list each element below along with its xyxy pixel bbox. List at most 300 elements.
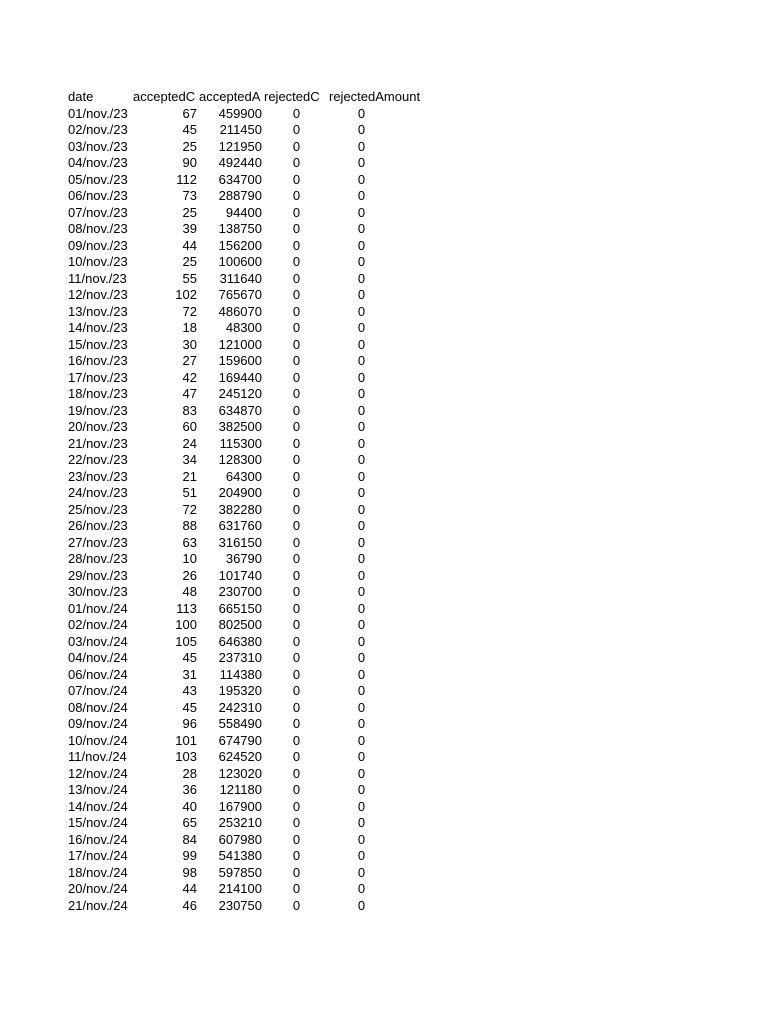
rejected-amount-cell: 0 [357, 617, 366, 632]
date-cell: 27/nov./23 [68, 534, 128, 550]
rejected-count-cell: 0 [292, 501, 301, 517]
accepted-amount-cell: 311640 [219, 270, 262, 286]
rejected-amount-cell: 0 [357, 204, 366, 220]
accepted-amount-cell: 195320 [218, 683, 262, 698]
table-row [66, 832, 439, 849]
accepted-count-cell: 45 [182, 699, 197, 715]
table-row [66, 584, 439, 601]
accepted-count-cell: 67 [182, 105, 197, 121]
accepted-amount-cell: 486070 [218, 303, 262, 319]
table-row [66, 518, 439, 535]
accepted-count-cell: 99 [182, 848, 197, 863]
accepted-count-cell: 30 [182, 336, 197, 352]
rejected-amount-cell: 0 [357, 435, 366, 451]
accepted-count-cell: 44 [182, 237, 197, 253]
rejected-amount-cell: 0 [357, 501, 366, 517]
rejected-amount-cell: 0 [357, 138, 366, 154]
rejected-amount-cell: 0 [357, 485, 366, 500]
rejected-count-cell: 0 [292, 765, 301, 781]
rejected-amount-cell: 0 [357, 765, 366, 781]
accepted-amount-cell: 597850 [218, 864, 262, 880]
accepted-amount-cell: 230750 [218, 897, 262, 913]
accepted-amount-cell: 382500 [218, 419, 262, 434]
accepted-count-cell: 31 [182, 666, 197, 682]
rejected-count-cell: 0 [292, 452, 301, 467]
accepted-amount-cell: 94400 [225, 204, 262, 220]
rejected-count-cell: 0 [292, 353, 301, 368]
accepted-count-cell: 34 [182, 452, 197, 467]
rejected-count-cell: 0 [292, 732, 301, 748]
rejected-count-cell: 0 [292, 782, 301, 797]
table-row [66, 386, 439, 403]
rejected-amount-cell: 0 [357, 567, 366, 583]
rejected-amount-cell: 0 [357, 551, 366, 566]
rejected-count-cell: 0 [292, 551, 301, 566]
accepted-amount-cell: 541380 [218, 848, 262, 863]
date-cell: 18/nov./24 [68, 864, 128, 880]
rejected-count-cell: 0 [292, 270, 301, 286]
table-row [66, 419, 439, 436]
accepted-count-cell: 51 [182, 485, 197, 500]
date-cell: 29/nov./23 [68, 567, 128, 583]
table-row [66, 254, 439, 271]
accepted-count-cell: 39 [182, 221, 197, 236]
accepted-count-cell: 25 [182, 254, 197, 269]
table-row [66, 485, 439, 502]
rejected-count-cell: 0 [292, 815, 301, 830]
accepted-count-cell: 83 [182, 402, 197, 418]
accepted-count-cell: 26 [182, 567, 197, 583]
rejected-count-cell: 0 [292, 699, 301, 715]
date-cell: 22/nov./23 [68, 452, 128, 467]
table-row [66, 452, 439, 469]
date-cell: 03/nov./23 [68, 138, 128, 154]
table-row [66, 535, 439, 552]
date-cell: 08/nov./23 [68, 221, 128, 236]
date-cell: 15/nov./23 [68, 336, 128, 352]
accepted-amount-cell: 316150 [218, 534, 262, 550]
table-row [66, 568, 439, 585]
date-cell: 07/nov./23 [68, 204, 128, 220]
accepted-count-cell: 102 [175, 287, 197, 302]
accepted-amount-cell: 48300 [225, 320, 262, 335]
accepted-amount-cell: 36790 [225, 551, 262, 566]
accepted-amount-cell: 245120 [218, 386, 262, 401]
accepted-count-cell: 90 [182, 155, 197, 170]
rejected-amount-cell: 0 [357, 815, 366, 830]
accepted-count-cell: 101 [175, 732, 197, 748]
accepted-count-cell: 42 [182, 369, 197, 385]
rejected-amount-cell: 0 [357, 666, 366, 682]
rejected-count-cell: 0 [292, 122, 301, 137]
rejected-amount-cell: 0 [357, 452, 366, 467]
date-cell: 10/nov./23 [68, 254, 128, 269]
rejected-count-cell: 0 [292, 650, 301, 665]
accepted-amount-cell: 204900 [218, 485, 262, 500]
rejected-count-cell: 0 [292, 749, 301, 764]
accepted-amount-cell: 382280 [218, 501, 262, 517]
rejected-count-cell: 0 [292, 716, 301, 731]
date-cell: 23/nov./23 [68, 468, 128, 484]
table-row [66, 436, 439, 453]
rejected-amount-cell: 0 [357, 369, 366, 385]
rejected-amount-cell: 0 [357, 353, 366, 368]
rejected-count-cell: 0 [292, 600, 301, 616]
rejected-amount-cell: 0 [357, 237, 366, 253]
table-row [66, 683, 439, 700]
table-row [66, 469, 439, 486]
accepted-count-cell: 73 [182, 188, 197, 203]
date-cell: 30/nov./23 [68, 584, 128, 599]
rejected-count-cell: 0 [292, 633, 301, 649]
rejected-amount-cell: 0 [357, 897, 366, 913]
accepted-amount-cell: 115300 [219, 435, 262, 451]
rejected-amount-cell: 0 [357, 600, 366, 616]
rejected-count-cell: 0 [292, 171, 301, 187]
rejected-count-cell: 0 [292, 237, 301, 253]
accepted-count-cell: 98 [182, 864, 197, 880]
accepted-amount-cell: 765670 [218, 287, 262, 302]
accepted-amount-cell: 138750 [218, 221, 262, 236]
rejected-amount-cell: 0 [357, 518, 366, 533]
date-cell: 14/nov./24 [68, 798, 128, 814]
date-cell: 08/nov./24 [68, 699, 128, 715]
table-row [66, 551, 439, 568]
accepted-count-cell: 46 [182, 897, 197, 913]
table-row [66, 205, 439, 222]
accepted-count-cell: 88 [182, 518, 197, 533]
date-cell: 13/nov./23 [68, 303, 128, 319]
rejected-count-cell: 0 [292, 155, 301, 170]
spreadsheet-table [66, 89, 439, 914]
rejected-count-cell: 0 [292, 848, 301, 863]
table-row [66, 749, 439, 766]
table-row [66, 155, 439, 172]
date-cell: 06/nov./23 [68, 188, 128, 203]
table-row [66, 106, 439, 123]
rejected-amount-cell: 0 [357, 848, 366, 863]
rejected-count-cell: 0 [292, 485, 301, 500]
header-rejected-amount: rejectedAmount [329, 89, 421, 104]
table-row [66, 601, 439, 618]
rejected-amount-cell: 0 [357, 584, 366, 599]
rejected-amount-cell: 0 [357, 749, 366, 764]
table-row [66, 287, 439, 304]
accepted-count-cell: 10 [182, 551, 197, 566]
rejected-amount-cell: 0 [357, 254, 366, 269]
table-row [66, 320, 439, 337]
accepted-count-cell: 113 [176, 600, 197, 616]
table-row [66, 139, 439, 156]
accepted-count-cell: 18 [182, 320, 197, 335]
rejected-count-cell: 0 [292, 287, 301, 302]
rejected-amount-cell: 0 [357, 320, 366, 335]
date-cell: 09/nov./23 [68, 237, 128, 253]
accepted-amount-cell: 646380 [218, 633, 262, 649]
rejected-amount-cell: 0 [357, 864, 366, 880]
rejected-count-cell: 0 [292, 386, 301, 401]
table-row [66, 782, 439, 799]
rejected-amount-cell: 0 [357, 287, 366, 302]
rejected-count-cell: 0 [292, 435, 301, 451]
rejected-amount-cell: 0 [357, 419, 366, 434]
rejected-amount-cell: 0 [357, 402, 366, 418]
table-row [66, 848, 439, 865]
rejected-count-cell: 0 [292, 336, 301, 352]
date-cell: 15/nov./24 [68, 815, 128, 830]
table-row [66, 667, 439, 684]
rejected-count-cell: 0 [292, 683, 301, 698]
accepted-count-cell: 40 [182, 798, 197, 814]
accepted-amount-cell: 802500 [218, 617, 262, 632]
rejected-amount-cell: 0 [357, 798, 366, 814]
table-row [66, 650, 439, 667]
rejected-count-cell: 0 [292, 897, 301, 913]
table-body [66, 106, 439, 915]
date-cell: 06/nov./24 [68, 666, 128, 682]
rejected-count-cell: 0 [292, 369, 301, 385]
accepted-count-cell: 63 [182, 534, 197, 550]
accepted-amount-cell: 624520 [218, 749, 262, 764]
date-cell: 26/nov./23 [68, 518, 128, 533]
table-row [66, 716, 439, 733]
rejected-amount-cell: 0 [357, 270, 366, 286]
accepted-count-cell: 55 [182, 270, 197, 286]
accepted-count-cell: 24 [182, 435, 197, 451]
accepted-amount-cell: 64300 [225, 468, 262, 484]
date-cell: 12/nov./23 [68, 287, 128, 302]
accepted-count-cell: 47 [182, 386, 197, 401]
date-cell: 21/nov./23 [68, 435, 128, 451]
date-cell: 20/nov./24 [68, 881, 128, 896]
accepted-amount-cell: 121950 [218, 138, 262, 154]
rejected-count-cell: 0 [292, 584, 301, 599]
rejected-amount-cell: 0 [357, 468, 366, 484]
rejected-count-cell: 0 [292, 320, 301, 335]
date-cell: 17/nov./23 [68, 369, 128, 385]
rejected-amount-cell: 0 [357, 683, 366, 698]
accepted-amount-cell: 114380 [219, 666, 262, 682]
accepted-amount-cell: 607980 [218, 831, 262, 847]
table-row [66, 353, 439, 370]
header-accepted-count: acceptedC [133, 89, 196, 104]
accepted-count-cell: 105 [175, 633, 197, 649]
rejected-amount-cell: 0 [357, 122, 366, 137]
accepted-count-cell: 25 [182, 138, 197, 154]
header-date: date [68, 89, 94, 104]
table-row [66, 799, 439, 816]
accepted-count-cell: 45 [182, 122, 197, 137]
rejected-amount-cell: 0 [357, 732, 366, 748]
date-cell: 24/nov./23 [68, 485, 128, 500]
rejected-count-cell: 0 [292, 303, 301, 319]
accepted-amount-cell: 634870 [218, 402, 262, 418]
accepted-amount-cell: 167900 [218, 798, 262, 814]
date-cell: 05/nov./23 [68, 171, 128, 187]
table-row [66, 502, 439, 519]
table-row [66, 898, 439, 915]
rejected-count-cell: 0 [292, 402, 301, 418]
header-rejected-count: rejectedC [264, 89, 320, 104]
accepted-count-cell: 112 [176, 171, 197, 187]
accepted-amount-cell: 674790 [218, 732, 262, 748]
rejected-amount-cell: 0 [357, 221, 366, 236]
rejected-amount-cell: 0 [357, 716, 366, 731]
table-row [66, 815, 439, 832]
date-cell: 18/nov./23 [68, 386, 128, 401]
date-cell: 07/nov./24 [68, 683, 128, 698]
table-row [66, 634, 439, 651]
rejected-amount-cell: 0 [357, 650, 366, 665]
rejected-count-cell: 0 [292, 881, 301, 896]
table-row [66, 403, 439, 420]
date-cell: 01/nov./24 [68, 600, 128, 616]
date-cell: 12/nov./24 [68, 765, 128, 781]
accepted-amount-cell: 558490 [218, 716, 262, 731]
date-cell: 09/nov./24 [68, 716, 128, 731]
accepted-amount-cell: 100600 [218, 254, 262, 269]
table-row [66, 304, 439, 321]
accepted-amount-cell: 665150 [218, 600, 262, 616]
rejected-count-cell: 0 [292, 204, 301, 220]
table-row [66, 700, 439, 717]
rejected-amount-cell: 0 [357, 155, 366, 170]
accepted-count-cell: 100 [175, 617, 197, 632]
date-cell: 02/nov./24 [68, 617, 128, 632]
rejected-count-cell: 0 [292, 567, 301, 583]
accepted-count-cell: 43 [182, 683, 197, 698]
table-row [66, 188, 439, 205]
accepted-amount-cell: 237310 [218, 650, 262, 665]
date-cell: 16/nov./24 [68, 831, 128, 847]
table-row [66, 766, 439, 783]
header-row [66, 89, 439, 106]
accepted-amount-cell: 101740 [218, 567, 262, 583]
rejected-count-cell: 0 [292, 518, 301, 533]
accepted-amount-cell: 634700 [218, 171, 262, 187]
date-cell: 02/nov./23 [68, 122, 128, 137]
rejected-amount-cell: 0 [357, 303, 366, 319]
rejected-count-cell: 0 [292, 138, 301, 154]
accepted-amount-cell: 169440 [218, 369, 262, 385]
rejected-count-cell: 0 [292, 798, 301, 814]
accepted-count-cell: 45 [182, 650, 197, 665]
table-row [66, 733, 439, 750]
rejected-amount-cell: 0 [357, 633, 366, 649]
accepted-amount-cell: 159600 [218, 353, 262, 368]
rejected-count-cell: 0 [292, 221, 301, 236]
accepted-amount-cell: 230700 [218, 584, 262, 599]
rejected-amount-cell: 0 [357, 534, 366, 550]
rejected-amount-cell: 0 [357, 831, 366, 847]
accepted-count-cell: 27 [182, 353, 197, 368]
table-row [66, 370, 439, 387]
accepted-amount-cell: 253210 [218, 815, 262, 830]
date-cell: 21/nov./24 [68, 897, 128, 913]
table-row [66, 221, 439, 238]
date-cell: 11/nov./23 [68, 270, 127, 286]
rejected-amount-cell: 0 [357, 782, 366, 797]
table-row [66, 865, 439, 882]
accepted-amount-cell: 242310 [218, 699, 262, 715]
rejected-count-cell: 0 [292, 864, 301, 880]
date-cell: 13/nov./24 [68, 782, 128, 797]
table-row [66, 122, 439, 139]
date-cell: 20/nov./23 [68, 419, 128, 434]
rejected-amount-cell: 0 [357, 188, 366, 203]
rejected-amount-cell: 0 [357, 336, 366, 352]
rejected-amount-cell: 0 [357, 881, 366, 896]
date-cell: 14/nov./23 [68, 320, 128, 335]
rejected-count-cell: 0 [292, 534, 301, 550]
accepted-count-cell: 72 [182, 303, 197, 319]
rejected-amount-cell: 0 [357, 699, 366, 715]
accepted-amount-cell: 123020 [218, 765, 262, 781]
table-row [66, 337, 439, 354]
table-row [66, 271, 439, 288]
rejected-count-cell: 0 [292, 831, 301, 847]
date-cell: 11/nov./24 [68, 749, 127, 764]
rejected-count-cell: 0 [292, 666, 301, 682]
date-cell: 03/nov./24 [68, 633, 128, 649]
accepted-amount-cell: 492440 [218, 155, 262, 170]
date-cell: 19/nov./23 [68, 402, 128, 418]
date-cell: 28/nov./23 [68, 551, 128, 566]
date-cell: 25/nov./23 [68, 501, 128, 517]
accepted-amount-cell: 128300 [218, 452, 262, 467]
date-cell: 04/nov./23 [68, 155, 128, 170]
accepted-count-cell: 36 [182, 782, 197, 797]
accepted-amount-cell: 214100 [218, 881, 262, 896]
accepted-count-cell: 72 [182, 501, 197, 517]
rejected-count-cell: 0 [292, 188, 301, 203]
accepted-count-cell: 28 [182, 765, 197, 781]
accepted-count-cell: 48 [182, 584, 197, 599]
table-row [66, 617, 439, 634]
rejected-count-cell: 0 [292, 419, 301, 434]
header-accepted-amount: acceptedA [199, 89, 261, 104]
rejected-amount-cell: 0 [357, 105, 366, 121]
rejected-count-cell: 0 [292, 105, 301, 121]
rejected-amount-cell: 0 [357, 171, 366, 187]
rejected-amount-cell: 0 [357, 386, 366, 401]
date-cell: 04/nov./24 [68, 650, 128, 665]
accepted-count-cell: 25 [182, 204, 197, 220]
accepted-count-cell: 84 [182, 831, 197, 847]
date-cell: 16/nov./23 [68, 353, 128, 368]
table-row [66, 172, 439, 189]
rejected-count-cell: 0 [292, 254, 301, 269]
accepted-count-cell: 96 [182, 716, 197, 731]
table-row [66, 881, 439, 898]
accepted-count-cell: 65 [182, 815, 197, 830]
accepted-count-cell: 103 [175, 749, 197, 764]
rejected-count-cell: 0 [292, 617, 301, 632]
accepted-amount-cell: 121180 [219, 782, 262, 797]
accepted-count-cell: 60 [182, 419, 197, 434]
accepted-amount-cell: 631760 [218, 518, 262, 533]
accepted-amount-cell: 156200 [218, 237, 262, 253]
accepted-amount-cell: 121000 [218, 336, 262, 352]
table-row [66, 238, 439, 255]
accepted-amount-cell: 459900 [218, 105, 262, 121]
accepted-count-cell: 44 [182, 881, 197, 896]
rejected-count-cell: 0 [292, 468, 301, 484]
date-cell: 01/nov./23 [68, 105, 128, 121]
accepted-amount-cell: 288790 [218, 188, 262, 203]
accepted-count-cell: 21 [182, 468, 197, 484]
accepted-amount-cell: 211450 [219, 122, 262, 137]
